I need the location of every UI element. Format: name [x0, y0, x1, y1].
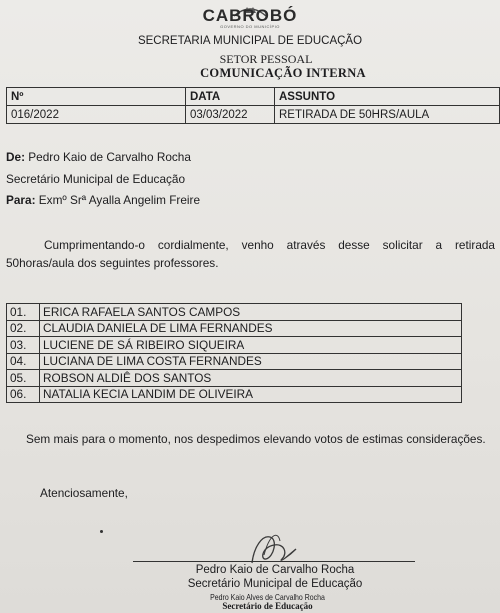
number-value: 016/2022 [7, 106, 186, 124]
date-header: DATA [186, 88, 275, 106]
number-header: Nº [7, 88, 186, 106]
professor-name: ROBSON ALDIÊ DOS SANTOS [40, 370, 462, 387]
to-line [6, 193, 200, 207]
row-number: 01. [7, 304, 40, 321]
handwritten-signature-icon [244, 527, 304, 569]
department-heading: SECRETARIA MUNICIPAL DE EDUCAÇÃO [137, 35, 363, 47]
professor-name: LUCIENE DE SÁ RIBEIRO SIQUEIRA [40, 337, 462, 354]
logo-subtitle: GOVERNO DO MUNICÍPIO [220, 24, 280, 29]
table-row [7, 370, 462, 387]
row-number: 03. [7, 337, 40, 354]
table-row [7, 337, 462, 354]
from-label: De: [6, 150, 26, 164]
table-row [7, 386, 462, 403]
to-label: Para: [6, 193, 36, 207]
sector-heading: SETOR PESSOAL [219, 52, 313, 66]
body-paragraph: Cumprimentando-o cordialmente, venho através desse solicitar a retirada 50horas/aula dos seguintes professores. [6, 238, 495, 270]
professors-table [6, 303, 462, 403]
professor-name: ERICA RAFAELA SANTOS CAMPOS [40, 304, 462, 321]
subject-header: ASSUNTO [275, 88, 500, 106]
table-row [7, 320, 462, 337]
from-name: Pedro Kaio de Carvalho Rocha [28, 150, 191, 164]
regards-text: Atenciosamente, [40, 486, 128, 500]
memo-info-header-row [7, 88, 500, 106]
stamp-name: Pedro Kaio Alves de Carvalho Rocha [210, 592, 325, 602]
professor-name: NATALIA KECIA LANDIM DE OLIVEIRA [40, 386, 462, 403]
row-number: 04. [7, 353, 40, 370]
to-name: Exmº Srª Ayalla Angelim Freire [38, 193, 201, 207]
professor-name: LUCIANA DE LIMA COSTA FERNANDES [40, 353, 462, 370]
from-line [6, 150, 191, 164]
table-row [7, 353, 462, 370]
memo-info-value-row [7, 106, 500, 124]
table-row [7, 304, 462, 321]
row-number: 06. [7, 386, 40, 403]
signatory-name: Pedro Kaio de Carvalho Rocha [195, 564, 355, 576]
logo-text: CABROBÓ [202, 6, 298, 25]
closing-sentence: Sem mais para o momento, nos despedimos elevando votos de estimas considerações. [26, 432, 486, 446]
subject-value: RETIRADA DE 50HRS/AULA [275, 106, 500, 124]
signatory-role: Secretário Municipal de Educação [187, 578, 363, 590]
row-number: 05. [7, 370, 40, 387]
stamp-role: Secretário de Educação [222, 601, 313, 611]
signature-line [133, 561, 415, 562]
date-value: 03/03/2022 [186, 106, 275, 124]
document-type-heading: COMUNICAÇÃO INTERNA [200, 66, 366, 80]
row-number: 02. [7, 320, 40, 337]
professor-name: CLAUDIA DANIELA DE LIMA FERNANDES [40, 320, 462, 337]
memo-info-table [6, 87, 500, 124]
from-role: Secretário Municipal de Educação [6, 172, 186, 186]
ink-dot [100, 530, 103, 533]
